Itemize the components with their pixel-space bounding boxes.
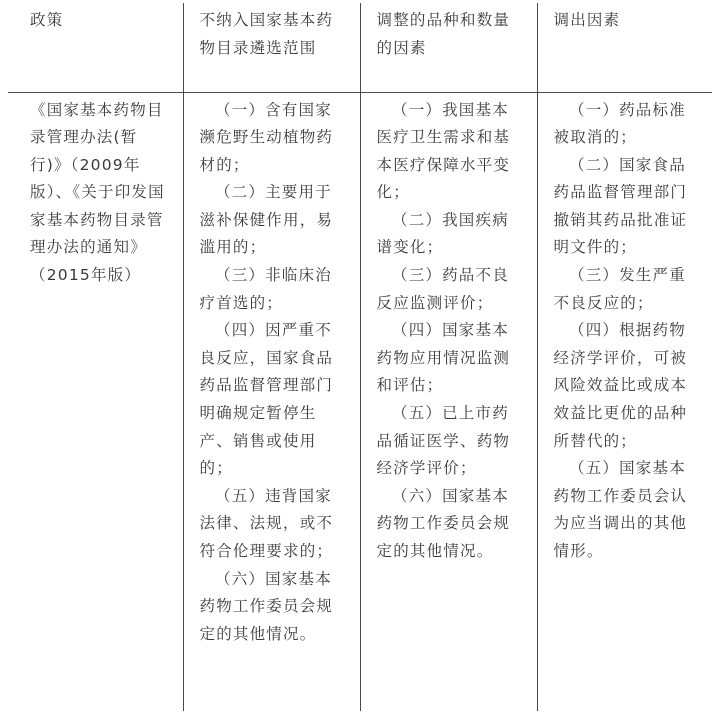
table-row [8, 92, 712, 711]
removal-factors-cell [537, 92, 712, 711]
exclusion-scope-cell [183, 92, 360, 711]
list-item: （四）因严重不良反应，国家食品药品监督管理部门明确规定暂停生产、销售或使用的； [199, 321, 334, 478]
list-item: （六）国家基本药物工作委员会规定的其他情况。 [199, 569, 334, 643]
adjustment-factors-cell [360, 92, 537, 711]
header-removal-factors: 调出因素 [537, 3, 712, 92]
policy-cell: 《国家基本药物目录管理办法(暂行)》（2009年版）、《关于印发国家基本药物目录管理办法的通知》（2015年版） [8, 92, 183, 711]
list-item: （四）根据药物经济学评价，可被风险效益比或成本效益比更优的品种所替代的； [553, 321, 688, 450]
list-item: （三）发生严重不良反应的； [553, 266, 686, 312]
list-item: （三）非临床治疗首选的； [199, 266, 332, 312]
list-item: （一）药品标准被取消的； [553, 100, 686, 147]
list-item: （二）国家食品药品监督管理部门撤销其药品批准证明文件的； [553, 155, 688, 257]
list-item: （五）国家基本药物工作委员会认为应当调出的其他情形。 [553, 459, 688, 560]
list-item: （四）国家基本药物应用情况监测和评估； [376, 321, 511, 395]
list-item: （五）违背国家法律、法规，或不符合伦理要求的； [199, 486, 334, 560]
list-item: （一）含有国家濒危野生动植物药材的； [199, 100, 334, 174]
list-item: （三）药品不良反应监测评价； [376, 266, 509, 312]
list-item: （五）已上市药品循证医学、药物经济学评价； [376, 404, 511, 478]
policy-table [8, 3, 712, 711]
header-exclusion-scope: 不纳入国家基本药物目录遴选范围 [183, 3, 360, 92]
list-item: （二）我国疾病谱变化； [376, 210, 509, 257]
list-item: （一）我国基本医疗卫生需求和基本医疗保障水平变化； [376, 100, 511, 202]
header-row [8, 3, 712, 92]
list-item: （六）国家基本药物工作委员会规定的其他情况。 [376, 486, 511, 560]
list-item: （二）主要用于滋补保健作用，易滥用的； [199, 183, 334, 257]
header-policy: 政策 [8, 3, 183, 92]
header-adjustment-factors: 调整的品种和数量的因素 [360, 3, 537, 92]
